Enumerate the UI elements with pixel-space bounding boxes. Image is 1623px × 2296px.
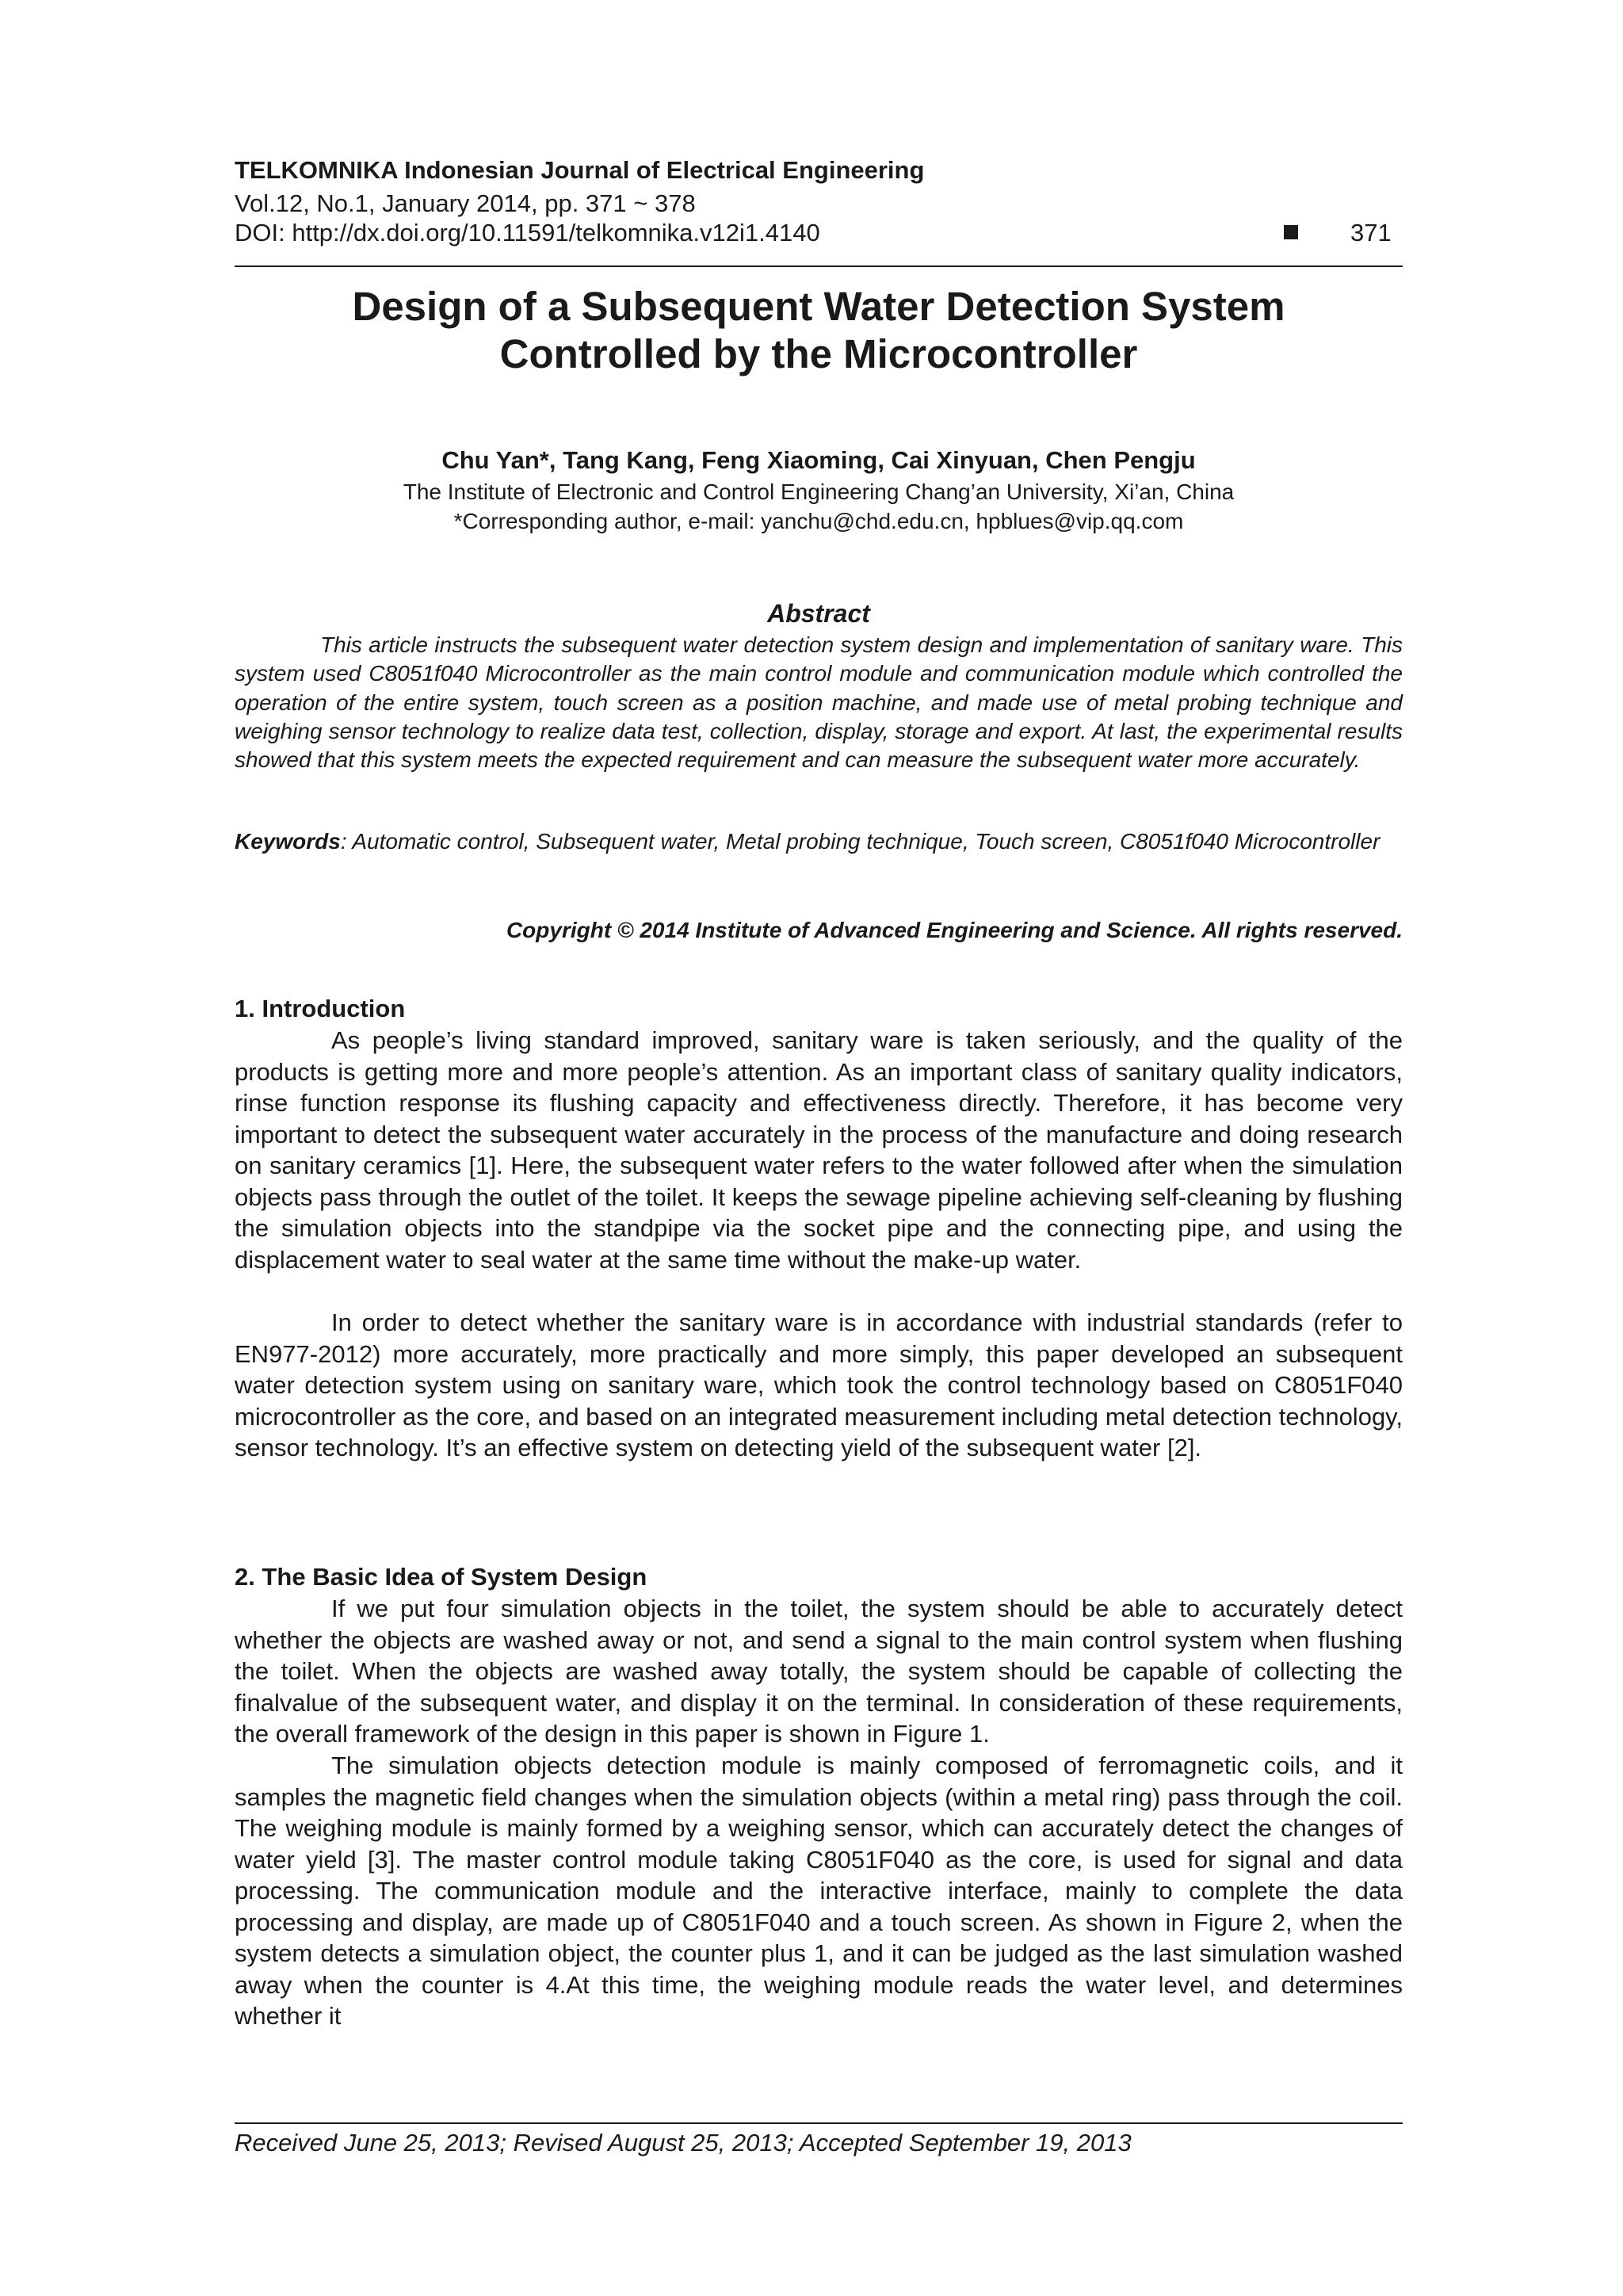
design-paragraph-2: The simulation objects detection module is mainly composed of ferromagnetic coils, and it samples the magnetic field changes when the simulation objects (within a metal ring) pass through the coil. The weighing module is mainly formed by a weighing sensor, which can accurately detect the changes of water yield [3]. The master control module taking C8051F040 as the core, is used for signal and data processing. The communication module and the interactive interface, mainly to complete the data processing and display, are made up of C8051F040 and a touch screen. As shown in Figure 2, when the system detects a simulation object, the counter plus 1, and it can be judged as the last simulation washed away when the counter is 4.At this time, the weighing module reads the water level, and determines whether it [235,1752,1403,2030]
abstract-text: This article instructs the subsequent water detection system design and implementation of sanitary ware. This system used C8051f040 Microcontroller as the main control module and communication module which controlled the operation of the entire system, touch screen as a position machine, and made use of metal probing technique and weighing sensor technology to realize data test, collection, display, storage and export. At last, the experimental results showed that this system meets the expected requirement and can measure the subsequent water more accurately. [235,632,1403,773]
section-heading-design: 2. The Basic Idea of System Design [235,1563,647,1591]
author-list: Chu Yan*, Tang Kang, Feng Xiaoming, Cai Xinyuan, Chen Pengju [441,446,1196,474]
paper-title [235,283,1403,378]
affiliation: The Institute of Electronic and Control Engineering Chang’an University, Xi’an, China [403,479,1235,504]
design-paragraph-1: If we put four simulation objects in the toilet, the system should be able to accurately detect whether the objects are washed away or not, and send a signal to the main control system when flushing the toilet. When the objects are washed away totally, the system should be capable of collecting the finalvalue of the subsequent water, and display it on the terminal. In consideration of these requirements, the overall framework of the design in this paper is shown in Figure 1. [235,1595,1403,1748]
header-divider [235,266,1403,267]
journal-name: TELKOMNIKA Indonesian Journal of Electrical Engineering [235,156,925,184]
keywords-list: : Automatic control, Subsequent water, Metal probing technique, Touch screen, C8051f040 Microcontroller [340,829,1381,854]
doi-link[interactable]: DOI: http://dx.doi.org/10.11591/telkomnika.v12i1.4140 [235,219,820,246]
intro-paragraph-2: In order to detect whether the sanitary ware is in accordance with industrial standards (refer to EN977-2012) more accurately, more practically and more simply, this paper developed an subsequent water detection system using on sanitary ware, which took the control technology based on C8051F040 microcontroller as the core, and based on an integrated measurement including metal detection technology, sensor technology. It’s an effective system on detecting yield of the subsequent water [2]. [235,1308,1403,1461]
journal-volume: Vol.12, No.1, January 2014, pp. 371 ~ 378 [235,189,696,217]
page-number: 371 [1350,219,1392,246]
footer-divider [235,2122,1403,2124]
received-dates: Received June 25, 2013; Revised August 25, 2013; Accepted September 19, 2013 [235,2129,1132,2157]
intro-paragraph-1: As people’s living standard improved, sanitary ware is taken seriously, and the quality of the products is getting more and more people’s attention. As an important class of sanitary quality indicators, rinse function response its flushing capacity and effectiveness directly. Therefore, it has become very important to detect the subsequent water accurately in the process of the manufacture and doing research on sanitary ceramics [1]. Here, the subsequent water refers to the water followed after when the simulation objects pass through the outlet of the toilet. It keeps the sewage pipeline achieving self-cleaning by flushing the simulation objects into the standpipe via the socket pipe and the connecting pipe, and using the displacement water to seal water at the same time without the make-up water. [235,1026,1403,1274]
keywords-label: Keywords [235,829,341,854]
copyright-notice: Copyright © 2014 Institute of Advanced Engineering and Science. All rights reserved. [506,918,1403,942]
corresponding-author: *Corresponding author, e-mail: yanchu@chd.edu.cn, hpblues@vip.qq.com [453,509,1184,533]
keywords [235,827,1403,856]
title-line-1: Design of a Subsequent Water Detection System [352,284,1285,329]
abstract-heading: Abstract [767,599,870,628]
section-heading-introduction: 1. Introduction [235,995,406,1022]
title-line-2: Controlled by the Microcontroller [499,331,1138,376]
square-bullet-icon [1284,225,1298,239]
